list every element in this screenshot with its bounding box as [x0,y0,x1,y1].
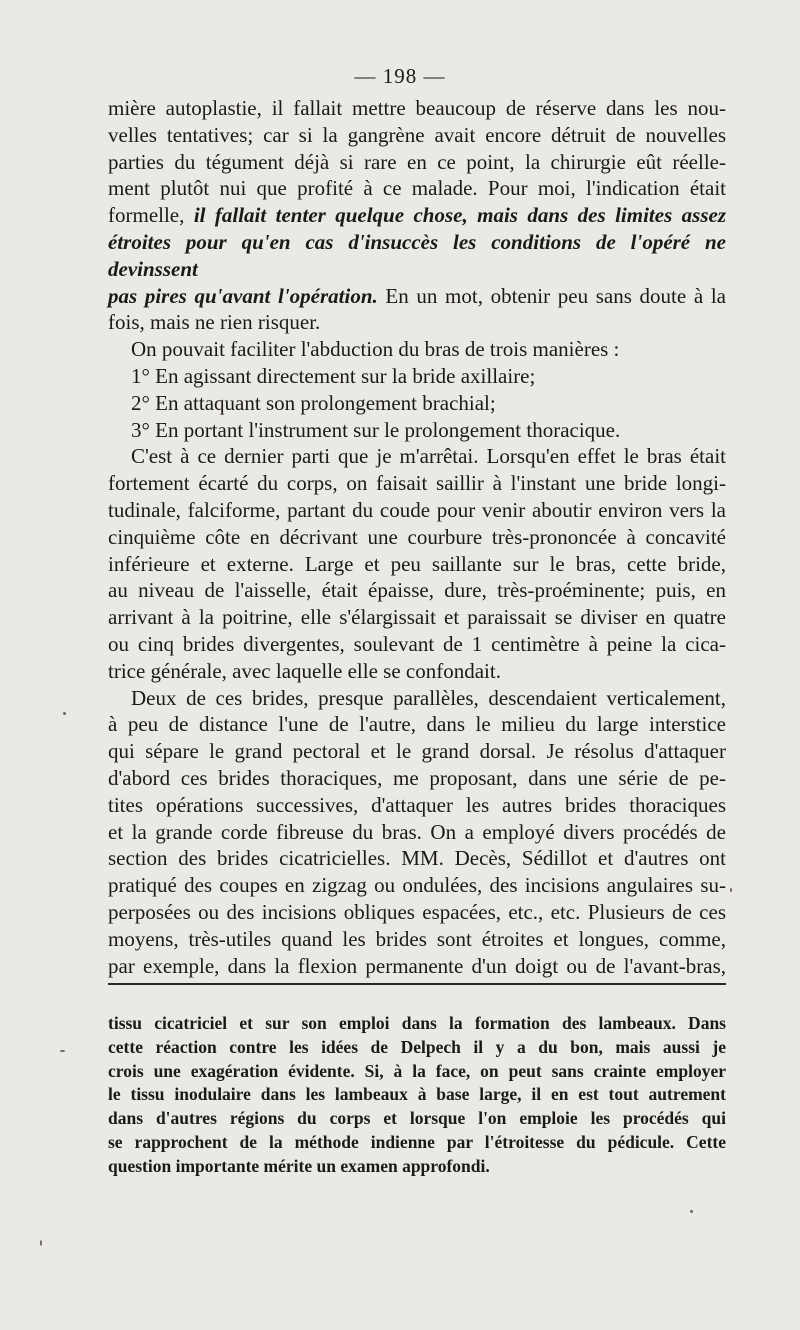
footnote-line: crois une exagération évidente. Si, à la face, on peut sans crainte employer [108,1060,726,1081]
footnote-line: se rapprochent de la méthode indienne par l'étroitesse du pédicule. Cette [108,1131,726,1152]
text-line: mière autoplastie, il fallait mettre beaucoup de réserve dans les nou- [108,96,726,120]
text-line: qui sépare le grand pectoral et le grand dorsal. Je résolus d'attaquer [108,739,726,764]
text-line: perposées ou des incisions obliques espacées, etc., etc. Plusieurs de ces [108,899,726,924]
text-line: fois, mais ne rien risquer. [108,310,321,335]
footnote-line: tissu cicatriciel et sur son emploi dans la formation des lambeaux. Dans [108,1013,726,1033]
page-number: — 198 — [354,64,446,88]
text-line: Deux de ces brides, presque parallèles, descendaient verticalement, [131,685,726,710]
text-line: tites opérations successives, d'attaquer les autres brides thoraciques [108,792,726,817]
text-line: ou cinq brides divergentes, soulevant de 1 centimètre à peine la cica- [108,631,726,656]
list-item: 1° En agissant directement sur la bride axillaire; [131,363,536,388]
paper-speck [730,888,732,892]
text-line: cinquième côte en décrivant une courbure très-prononcée à concavité [108,524,726,549]
text-line: parties du tégument déjà si rare en ce point, la chirurgie eût réelle- [108,149,726,174]
text-line [108,202,726,229]
text-line: à peu de distance l'une de l'autre, dans le milieu du large interstice [108,712,726,737]
text-line: tudinale, falciforme, partant du coude pour venir aboutir environ vers la [108,497,726,522]
paper-speck [690,1210,693,1213]
footnote-line: cette réaction contre les idées de Delpech il y a du bon, mais aussi je [108,1036,726,1057]
footnote-line: question importante mérite un examen approfondi. [108,1155,490,1176]
footnote-line: le tissu inodulaire dans les lambeaux à base large, il en est tout autrement [108,1084,726,1105]
text-line: et la grande corde fibreuse du bras. On a employé divers procédés de [108,819,726,844]
text-line: section des brides cicatricielles. MM. Decès, Sédillot et d'autres ont [108,846,726,871]
text-line [108,229,726,283]
italic-emphasis: il fallait tenter quelque chose, mais dans des limites assez [193,203,726,228]
text-line: ment plutôt nui que profité à ce malade. Pour moi, l'indication était [108,176,726,201]
text-line: au niveau de l'aisselle, était épaisse, dure, très-proéminente; puis, en [108,578,726,603]
text-line [108,283,726,310]
italic-emphasis: pas pires qu'avant l'opération. [108,283,378,308]
text-line: d'abord ces brides thoraciques, me proposant, dans une série de pe- [108,765,726,790]
text-line: On pouvait faciliter l'abduction du bras de trois manières : [131,337,620,362]
paper-speck [63,712,66,715]
text-line: arrivant à la poitrine, elle s'élargissait et paraissait se diviser en quatre [108,605,726,630]
footnote-line: dans d'autres régions du corps et lorsque l'on emploie les procédés qui [108,1108,726,1129]
text-run: En un mot, obtenir peu sans doute à la [377,283,726,308]
text-run: formelle, [108,203,194,228]
list-item: 3° En portant l'instrument sur le prolongement thoracique. [131,417,621,442]
text-line: moyens, très-utiles quand les brides sont étroites et longues, comme, [108,926,726,951]
paper-speck [60,1050,65,1052]
text-line: C'est à ce dernier parti que je m'arrêtai. Lorsqu'en effet le bras était [131,444,726,469]
main-text [108,95,726,979]
text-line: par exemple, dans la flexion permanente d'un doigt ou de l'avant-bras, [108,953,726,978]
text-line: pratiqué des coupes en zigzag ou ondulées, des incisions angulaires su- [108,873,726,898]
text-line: trice générale, avec laquelle elle se confondait. [108,658,501,683]
italic-emphasis: étroites pour qu'en cas d'insuccès les conditions de l'opéré ne devinssent [108,229,726,281]
text-line: fortement écarté du corps, on faisait saillir à l'instant une bride longi- [108,471,726,496]
footnote-separator [108,983,726,985]
text-line: inférieure et externe. Large et peu saillante sur le bras, cette bride, [108,551,726,576]
paper-speck [40,1240,42,1246]
list-item: 2° En attaquant son prolongement brachial; [131,390,496,415]
text-line: velles tentatives; car si la gangrène avait encore détruit de nouvelles [108,122,726,147]
footnote [108,1012,726,1179]
